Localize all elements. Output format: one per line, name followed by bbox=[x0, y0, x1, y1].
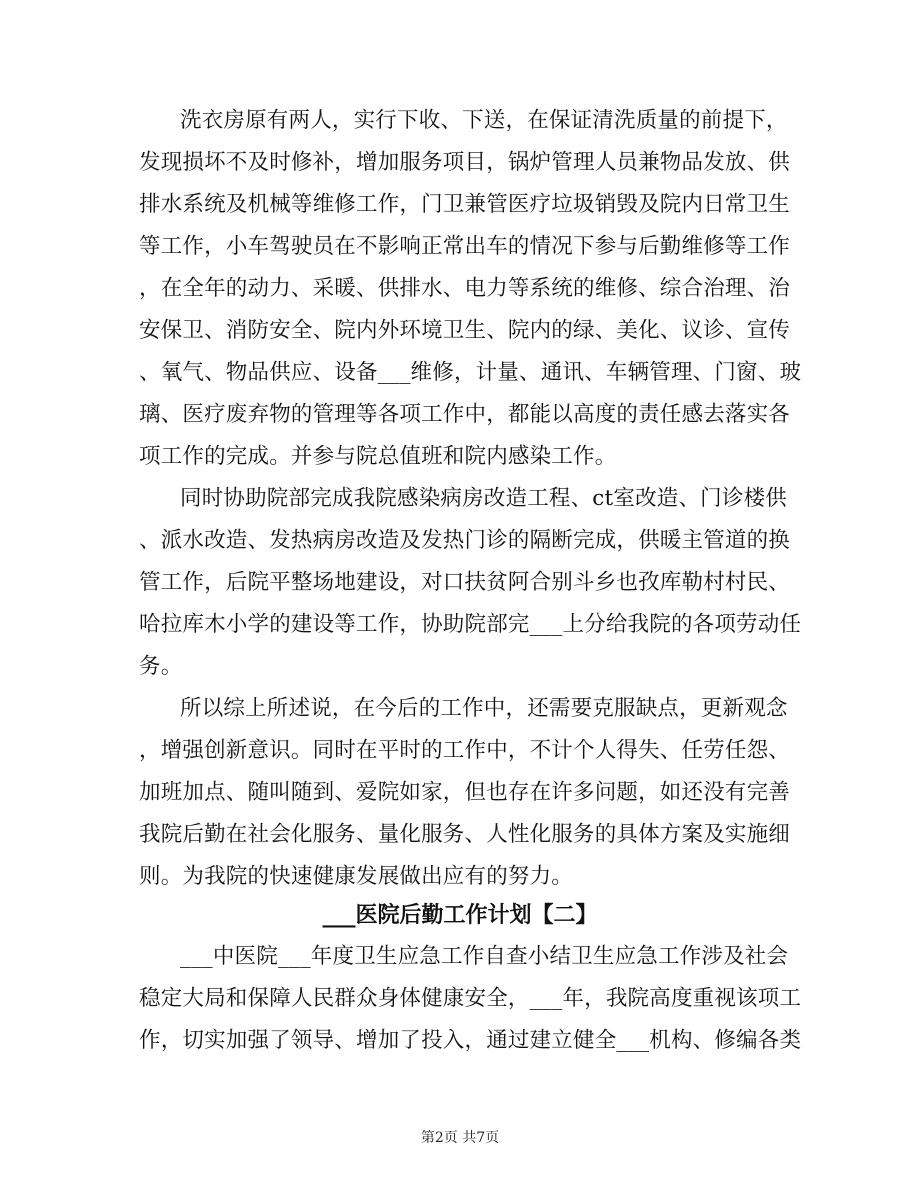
text-line: 发现损坏不及时修补，增加服务项目，锅炉管理人员兼物品发放、供 bbox=[139, 150, 791, 175]
text-line: 作，切实加强了领导、增加了投入，通过建立健全___机构、修编各类 bbox=[139, 1028, 802, 1053]
text-line: 稳定大局和保障人民群众身体健康安全，___年，我院高度重视该项工 bbox=[139, 986, 802, 1011]
text-line: 同时协助院部完成我院感染病房改造工程、ct室改造、门诊楼供 bbox=[180, 486, 787, 511]
text-line: 、派水改造、发热病房改造及发热门诊的隔断完成，供暖主管道的换 bbox=[139, 528, 791, 553]
text-line: 我院后勤在社会化服务、量化服务、人性化服务的具体方案及实施细 bbox=[139, 822, 791, 847]
page-number: 第2页 共7页 bbox=[420, 1130, 500, 1146]
text-line: ___中医院___年度卫生应急工作自查小结卫生应急工作涉及社会 bbox=[180, 944, 789, 969]
text-line: 则。为我院的快速健康发展做出应有的努力。 bbox=[139, 864, 574, 889]
text-line: ，在全年的动力、采暖、供排水、电力等系统的维修、综合治理、治 bbox=[139, 276, 791, 301]
text-line: 洗衣房原有两人，实行下收、下送，在保证清洗质量的前提下， bbox=[180, 108, 788, 133]
section-heading: ___医院后勤工作计划【二】 bbox=[322, 902, 598, 928]
text-line: ，增强创新意识。同时在平时的工作中，不计个人得失、任劳任怨、 bbox=[139, 738, 791, 763]
text-line: 等工作，小车驾驶员在不影响正常出车的情况下参与后勤维修等工作 bbox=[139, 234, 791, 259]
text-line: 所以综上所述说，在今后的工作中，还需要克服缺点，更新观念 bbox=[180, 696, 788, 721]
text-line: 璃、医疗废弃物的管理等各项工作中，都能以高度的责任感去落实各 bbox=[139, 402, 791, 427]
text-line: 管工作，后院平整场地建设，对口扶贫阿合别斗乡也孜库勒村村民、 bbox=[139, 570, 791, 595]
text-line: 务。 bbox=[139, 654, 183, 679]
text-line: 哈拉库木小学的建设等工作，协助院部完___上分给我院的各项劳动任 bbox=[139, 612, 802, 637]
text-line: 安保卫、消防安全、院内外环境卫生、院内的绿、美化、议诊、宣传 bbox=[139, 318, 791, 343]
text-line: 、氧气、物品供应、设备___维修，计量、通讯、车辆管理、门窗、玻 bbox=[139, 360, 802, 385]
text-line: 项工作的完成。并参与院总值班和院内感染工作。 bbox=[139, 444, 617, 469]
text-line: 加班加点、随叫随到、爱院如家，但也存在许多问题，如还没有完善 bbox=[139, 780, 791, 805]
text-line: 排水系统及机械等维修工作，门卫兼管医疗垃圾销毁及院内日常卫生 bbox=[139, 192, 791, 217]
